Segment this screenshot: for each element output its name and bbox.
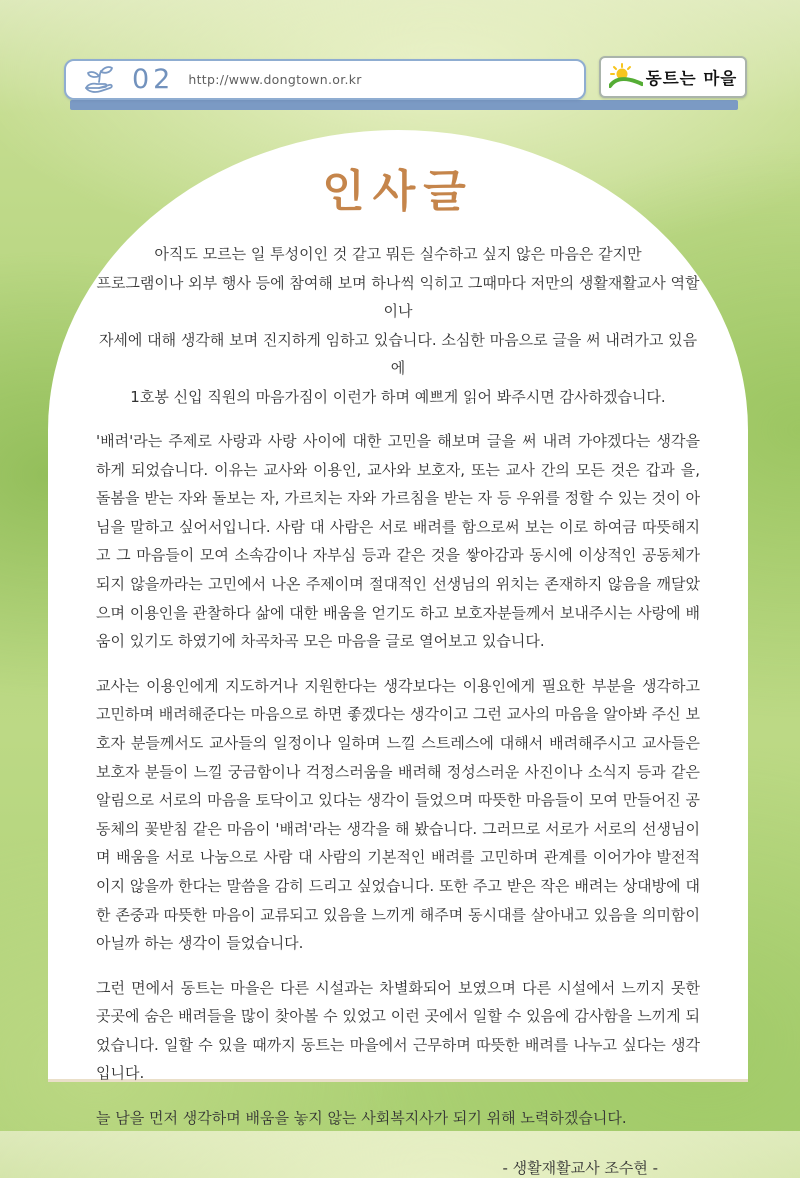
site-url: http://www.dongtown.or.kr [188, 72, 362, 87]
intro-line: 아직도 모르는 일 투성이인 것 같고 뭐든 실수하고 싶지 않은 마음은 같지만 [154, 245, 642, 263]
page-title: 인사글 [322, 166, 474, 217]
logo-badge [599, 56, 747, 98]
signature: - 생활재활교사 조수현 - [502, 1158, 658, 1177]
header-underline-bar [70, 100, 738, 110]
page-number: 02 [132, 64, 175, 95]
article-paragraphs [96, 427, 700, 1133]
sunrise-over-hill-icon [609, 62, 643, 92]
logo-text: 동트는 마을 [645, 69, 738, 88]
article-paragraph: 늘 남을 먼저 생각하며 배움을 놓지 않는 사회복지사가 되기 위해 노력하겠습니다. [96, 1109, 627, 1128]
hand-sprout-icon [80, 65, 118, 95]
intro-paragraph [96, 240, 700, 411]
content-panel [48, 130, 748, 1177]
article-paragraph: 그런 면에서 동트는 마을은 다른 시설과는 차별화되어 보였으며 다른 시설에서 느끼지 못한 곳곳에 숨은 배려들을 많이 찾아볼 수 있었고 이런 곳에서 일할 수 있음에 감사함을 느끼게 되었습니다. 일할 수 있을 때까지 동트는 마을에서 근무하며 따뜻한 배려를 나누고 싶다는 생각입니다. [96, 978, 700, 1083]
intro-line: 프로그램이나 외부 행사 등에 참여해 보며 하나씩 익히고 그때마다 저만의 생활재활교사 역할이나 [96, 273, 700, 320]
intro-line: 1호봉 신입 직원의 마음가짐이 이런가 하며 예쁘게 읽어 봐주시면 감사하겠습니다. [130, 387, 666, 406]
page-header [64, 59, 586, 100]
article-paragraph: 교사는 이용인에게 지도하거나 지원한다는 생각보다는 이용인에게 필요한 부분을 생각하고 고민하며 배려해준다는 마음으로 하면 좋겠다는 생각이고 그런 교사의 마음을 알아봐 주신 보호자 분들께서도 교사들의 일정이나 일하며 느낄 스트레스에 대해서 배려해주시고 교사들은 보호자 분들이 느낄 궁금함이나 걱정스러움을 배려해 정성스러운 사진이나 소식지 등과 같은 알림으로 서로의 마음을 토닥이고 있다는 생각이 들었으며 따뜻한 마음들이 모여 만들어진 공동체의 꽃받침 같은 마음이 '배려'라는 생각을 해 봤습니다. 그러므로 서로가 서로의 선생님이며 배움을 서로 나눔으로 사람 대 사람의 기본적인 배려를 고민하며 관계를 이어가야 발전적이지 않을까 한다는 말씀을 감히 드리고 싶었습니다. 또한 주고 받은 작은 배려는 상대방에 대한 존중과 따뜻한 마음이 교류되고 있음을 느끼게 해주며 동시대를 살아내고 있음을 의미함이 아닐까 하는 생각이 들었습니다. [96, 676, 700, 953]
article-paragraph: '배려'라는 주제로 사랑과 사랑 사이에 대한 고민을 해보며 글을 써 내려 가야겠다는 생각을 하게 되었습니다. 이유는 교사와 이용인, 교사와 보호자, 또는 교사 간의 모든 것은 갑과 을, 돌봄을 받는 자와 돌보는 자, 가르치는 자와 가르침을 받는 자 등 우위를 정할 수 있는 것이 아님을 말하고 싶어서입니다. 사람 대 사람은 서로 배려를 함으로써 보는 이로 하여금 따뜻해지고 그 마음들이 모여 소속감이나 자부심 등과 같은 것을 쌓아감과 동시에 이상적인 공동체가 되지 않을까라는 고민에서 나온 주제이며 절대적인 선생님의 위치는 존재하지 않음을 깨달았으며 이용인을 관찰하다 삶에 대한 배움을 얻기도 하고 보호자분들께서 보내주시는 사랑에 배움이 있기도 하였기에 차곡차곡 모은 마음을 글로 열어보고 있습니다. [96, 432, 700, 651]
intro-line: 자세에 대해 생각해 보며 진지하게 임하고 있습니다. 소심한 마음으로 글을 써 내려가고 있음에 [98, 330, 698, 377]
